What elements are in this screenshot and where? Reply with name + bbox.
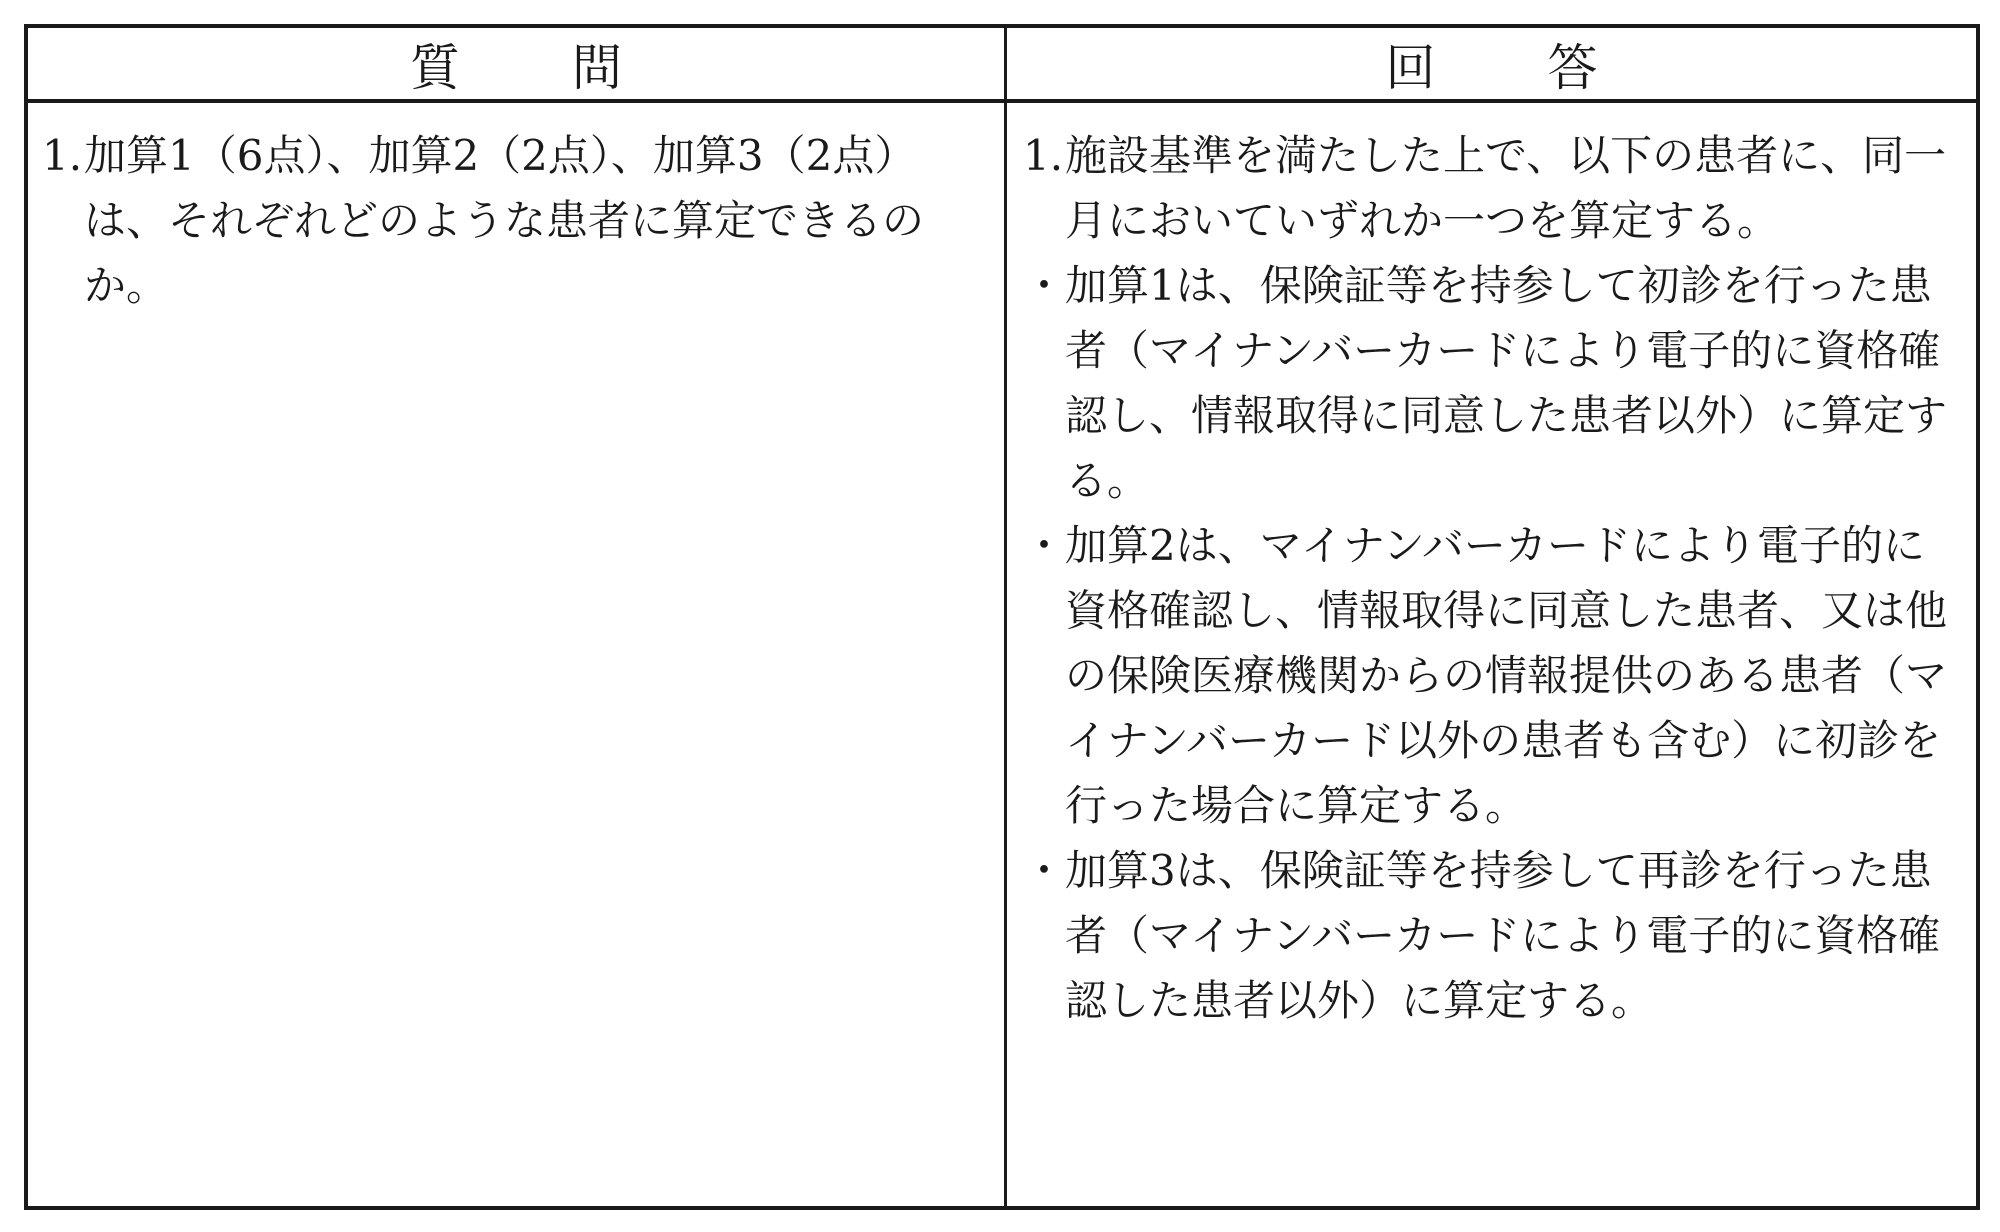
question-cell xyxy=(28,103,1007,1206)
bullet-mark: ・ xyxy=(1023,261,1066,310)
question-number: 1. xyxy=(42,131,83,180)
answer-bullet-text: 加算3は、保険証等を持参して再診を行った患者（マイナンバーカードにより電子的に資格確認した患者以外）に算定する。 xyxy=(1065,846,1941,1025)
answer-bullet-2 xyxy=(1023,513,1954,838)
question-item xyxy=(42,123,986,318)
bullet-mark: ・ xyxy=(1023,846,1066,895)
answer-number: 1. xyxy=(1023,131,1064,180)
bullet-mark: ・ xyxy=(1023,521,1066,570)
answer-bullet-text: 加算1は、保険証等を持参して初診を行った患者（マイナンバーカードにより電子的に資格確認し、情報取得に同意した患者以外）に算定する。 xyxy=(1065,261,1948,505)
question-column-header: 質 問 xyxy=(28,28,1007,103)
answer-cell xyxy=(1007,103,1976,1206)
answer-bullet-1 xyxy=(1023,253,1954,513)
answer-item xyxy=(1023,123,1954,253)
qa-table xyxy=(24,24,1980,1210)
answer-column-header: 回 答 xyxy=(1007,28,1976,103)
answer-bullet-3 xyxy=(1023,838,1954,1033)
answer-intro: 施設基準を満たした上で、以下の患者に、同一月においていずれか一つを算定する。 xyxy=(1065,131,1947,245)
answer-bullet-text: 加算2は、マイナンバーカードにより電子的に資格確認し、情報取得に同意した患者、又は他の保険医療機関からの情報提供のある患者（マイナンバーカード以外の患者も含む）に初診を行った場合に算定する。 xyxy=(1065,521,1948,830)
question-text: 加算1（6点）、加算2（2点）、加算3（2点）は、それぞれどのような患者に算定できるのか。 xyxy=(84,131,925,310)
